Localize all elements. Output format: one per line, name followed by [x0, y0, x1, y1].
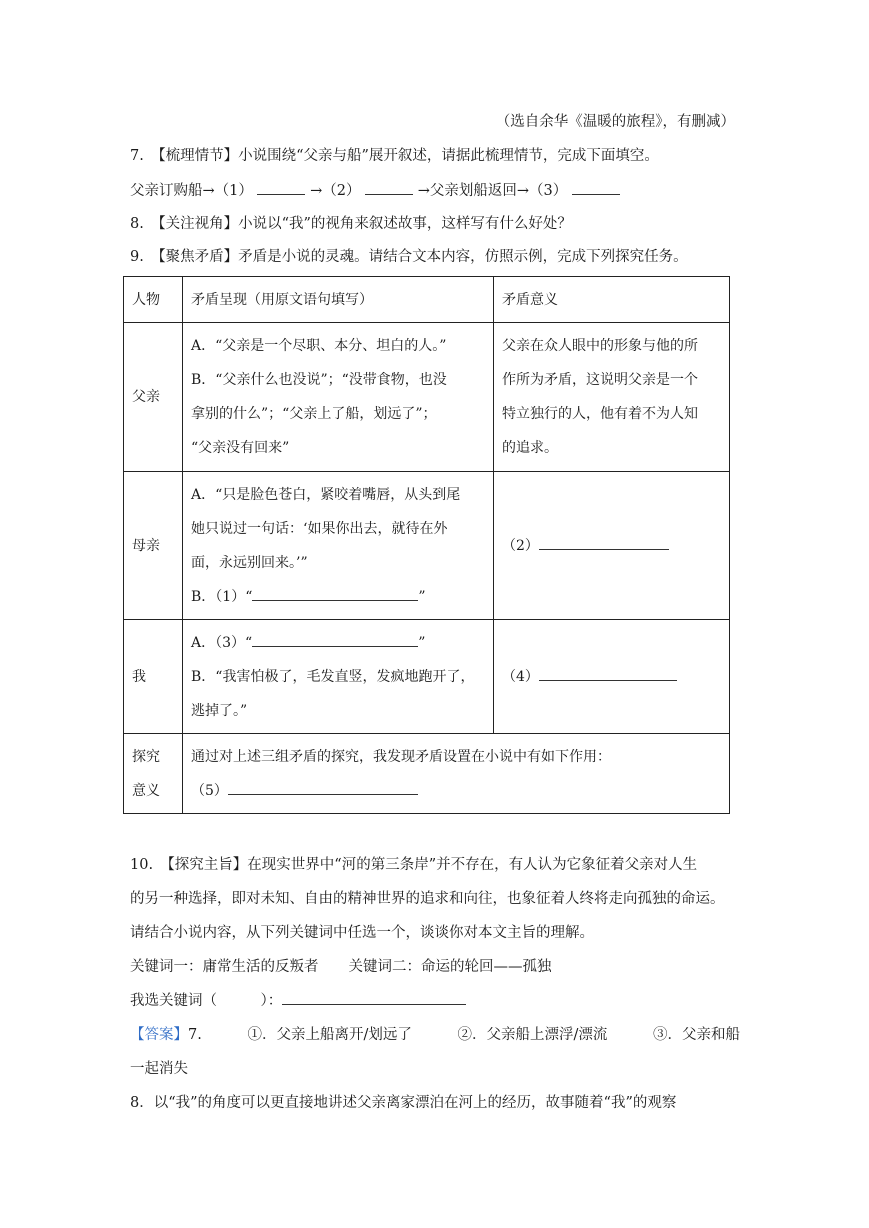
father-meaning	[494, 323, 730, 472]
me-a-line	[191, 626, 485, 660]
explore-text: 通过对上述三组矛盾的探究，我发现矛盾设置在小说中有如下作用：	[191, 748, 611, 765]
answer-q8-start: 8．以“我”的角度可以更直接地讲述父亲离家漂泊在河上的经历，故事随着“我”的观察	[130, 1095, 677, 1111]
mother-name: 母亲	[124, 472, 183, 620]
father-name: 父亲	[124, 323, 183, 472]
me-conflict	[183, 620, 494, 734]
q7-blank-2	[365, 180, 413, 195]
q7-title: 7. 【梳理情节】小说围绕“父亲与船”展开叙述，请据此梳理情节，完成下面填空。	[130, 148, 659, 164]
father-line: 拿别的什么”；“父亲上了船，划远了”；	[191, 406, 437, 422]
mother-blank-2	[539, 535, 669, 550]
answer-line	[130, 1018, 740, 1052]
explore-blank-5	[228, 780, 418, 795]
answer-q7-num: 7.	[188, 1027, 202, 1043]
mother-meaning	[494, 472, 730, 620]
table-row-explore	[124, 734, 730, 814]
q10-line: 的另一种选择，即对未知、自由的精神世界的追求和向往，也象征着人终将走向孤独的命运。	[130, 891, 725, 907]
mother-b-prefix: B．（1）“	[191, 588, 253, 605]
q10-choose-line	[130, 984, 740, 1018]
q7-flow-b: →（2）	[310, 183, 361, 199]
header-meaning: 矛盾意义	[494, 277, 730, 323]
me-a-prefix: A．（3）“	[191, 634, 253, 651]
answer-item: ③．父亲和船	[653, 1027, 740, 1043]
mother-b-suffix: ”	[418, 588, 426, 605]
table-row-me	[124, 620, 730, 734]
answer-item: ②．父亲船上漂浮/漂流	[457, 1027, 608, 1043]
q9-table	[123, 276, 730, 814]
q10-keyword-2: 关键词二：命运的轮回——孤独	[348, 959, 552, 975]
table-header-row	[124, 277, 730, 323]
q10-keywords	[130, 950, 740, 984]
father-meaning-line: 父亲在众人眼中的形象与他的所	[502, 338, 698, 354]
mother-meaning-label: （2）	[502, 537, 539, 554]
explore-answer-line	[191, 774, 721, 808]
father-line: A．“父亲是一个尽职、本分、坦白的人。”	[191, 338, 447, 354]
father-line: B．“父亲什么也没说”；“没带食物，也没	[191, 372, 447, 388]
q8-title: 8. 【关注视角】小说以“我”的视角来叙述故事，这样写有什么好处？	[130, 216, 572, 232]
explore-label: （5）	[191, 782, 228, 799]
me-line: 逃掉了。”	[191, 702, 248, 719]
father-conflict	[183, 323, 494, 472]
q7-flow-a: 父亲订购船→（1）	[130, 183, 253, 199]
mother-line: 她只说过一句话：‘如果你出去，就待在外	[191, 520, 448, 537]
me-line: B．“我害怕极了，毛发直竖，发疯地跑开了，	[191, 668, 475, 685]
me-a-suffix: ”	[418, 634, 426, 651]
explore-name: 探究 意义	[124, 734, 183, 814]
me-blank-3	[252, 632, 418, 647]
answer-continuation: 一起消失	[130, 1061, 188, 1077]
father-meaning-line: 作所为矛盾，这说明父亲是一个	[502, 372, 698, 388]
q10-line: 请结合小说内容，从下列关键词中任选一个，谈谈你对本文主旨的理解。	[130, 925, 594, 941]
header-conflict: 矛盾呈现（用原文语句填写）	[183, 277, 494, 323]
q10-choose: 我选关键词（ ）：	[130, 993, 283, 1009]
mother-line: 面，永远别回来。’”	[191, 554, 308, 571]
mother-line: A．“只是脸色苍白，紧咬着嘴唇，从头到尾	[191, 486, 461, 503]
q10-blank	[282, 990, 466, 1005]
father-line: “父亲没有回来”	[191, 440, 290, 456]
me-blank-4	[539, 666, 677, 681]
father-meaning-line: 特立独行的人，他有着不为人知	[502, 406, 698, 422]
me-meaning-label: （4）	[502, 668, 539, 685]
answer-item: ①．父亲上船离开/划远了	[247, 1027, 412, 1043]
q10-text	[130, 848, 740, 1120]
table-row-father	[124, 323, 730, 472]
father-meaning-line: 的追求。	[502, 440, 558, 456]
mother-conflict	[183, 472, 494, 620]
q7-flow	[130, 180, 620, 201]
q10-keyword-1: 关键词一：庸常生活的反叛者	[130, 959, 319, 975]
mother-blank-1	[252, 586, 418, 601]
q10-line: 10. 【探究主旨】在现实世界中“河的第三条岸”并不存在，有人认为它象征着父亲对人生	[130, 857, 698, 873]
header-character: 人物	[124, 277, 183, 323]
explore-content	[183, 734, 730, 814]
table-row-mother	[124, 472, 730, 620]
answer-tag: 【答案】	[130, 1027, 188, 1043]
q7-blank-1	[257, 180, 305, 195]
source-note: （选自余华《温暖的旅程》，有删减）	[495, 114, 735, 130]
q9-title: 9. 【聚焦矛盾】矛盾是小说的灵魂。请结合文本内容，仿照示例，完成下列探究任务。	[130, 249, 688, 265]
me-meaning	[494, 620, 730, 734]
mother-b-line	[191, 580, 485, 614]
q7-flow-c: →父亲划船返回→（3）	[417, 183, 568, 199]
q7-blank-3	[572, 180, 620, 195]
me-name: 我	[124, 620, 183, 734]
